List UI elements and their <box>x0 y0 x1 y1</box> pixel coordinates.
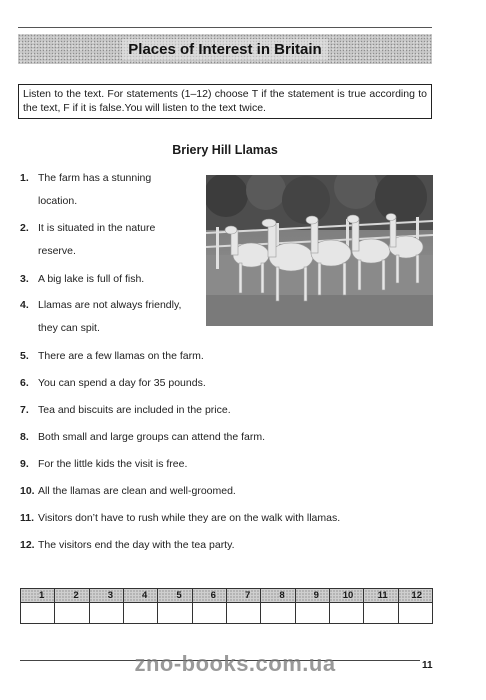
statement-text: You can spend a day for 35 pounds. <box>38 377 206 389</box>
statement-text-continued: they can spit. <box>38 322 100 334</box>
answer-cell[interactable] <box>364 603 398 624</box>
statement-number: 8. <box>20 431 29 443</box>
statement-text: Tea and biscuits are included in the price. <box>38 404 231 416</box>
statement-7 <box>20 403 231 417</box>
answer-cell[interactable] <box>398 603 432 624</box>
answer-grid-header-row <box>21 589 433 603</box>
statement-5 <box>20 349 204 363</box>
statement-number: 4. <box>20 299 29 311</box>
statement-text-continued: location. <box>38 195 78 207</box>
statement-1 <box>20 171 151 208</box>
statement-number: 7. <box>20 404 29 416</box>
statement-text: Both small and large groups can attend the farm. <box>38 431 266 443</box>
answer-grid-header-cell: 2 <box>55 589 89 603</box>
statement-6 <box>20 376 206 390</box>
statement-number: 9. <box>20 458 29 470</box>
statement-text-continued: reserve. <box>38 245 76 257</box>
statement-2 <box>20 221 155 258</box>
answer-grid-header-cell: 5 <box>158 589 192 603</box>
statement-number: 10. <box>20 485 35 497</box>
answer-grid-header-cell: 11 <box>364 589 398 603</box>
answer-grid-header-cell: 7 <box>226 589 260 603</box>
answer-grid-header-cell: 12 <box>398 589 432 603</box>
page-title: Places of Interest in Britain <box>122 39 327 60</box>
llamas-photo <box>206 175 433 326</box>
statement-text: A big lake is full of fish. <box>38 273 145 285</box>
statement-number: 3. <box>20 273 29 285</box>
answer-cell[interactable] <box>55 603 89 624</box>
answer-grid-header-cell: 1 <box>21 589 55 603</box>
statement-text: There are a few llamas on the farm. <box>38 350 204 362</box>
statement-9 <box>20 457 187 471</box>
statement-3 <box>20 272 144 286</box>
statement-number: 6. <box>20 377 29 389</box>
statement-number: 5. <box>20 350 29 362</box>
answer-grid-answer-row <box>21 603 433 624</box>
statement-text: It is situated in the nature <box>38 222 156 234</box>
llamas-photo-illustration <box>206 175 433 326</box>
statement-number: 11. <box>20 512 35 524</box>
page-number: 11 <box>422 660 433 671</box>
statement-11 <box>20 511 340 525</box>
answer-grid-header-cell: 8 <box>261 589 295 603</box>
statement-text: Visitors don’t have to rush while they are on the walk with llamas. <box>38 512 341 524</box>
answer-cell[interactable] <box>261 603 295 624</box>
statement-text: Llamas are not always friendly, <box>38 299 182 311</box>
statement-number: 2. <box>20 222 29 234</box>
statement-text: For the little kids the visit is free. <box>38 458 188 470</box>
statement-12 <box>20 538 235 552</box>
statement-8 <box>20 430 265 444</box>
answer-grid-header-cell: 6 <box>192 589 226 603</box>
statement-text: All the llamas are clean and well-groomed. <box>38 485 236 497</box>
answer-grid-header-cell: 10 <box>329 589 363 603</box>
answer-cell[interactable] <box>226 603 260 624</box>
statement-4 <box>20 298 181 335</box>
title-banner <box>18 34 432 64</box>
statement-10 <box>20 484 236 498</box>
watermark: zno-books.com.ua <box>134 651 336 676</box>
top-rule <box>18 27 432 28</box>
statement-number: 12. <box>20 539 35 551</box>
statement-number: 1. <box>20 172 29 184</box>
answer-grid-header-cell: 3 <box>89 589 123 603</box>
answer-cell[interactable] <box>329 603 363 624</box>
statement-text: The farm has a stunning <box>38 172 152 184</box>
answer-cell[interactable] <box>295 603 329 624</box>
answer-cell[interactable] <box>89 603 123 624</box>
answer-grid <box>20 588 433 624</box>
answer-cell[interactable] <box>192 603 226 624</box>
answer-grid-header-cell: 4 <box>123 589 157 603</box>
statement-text: The visitors end the day with the tea party. <box>38 539 235 551</box>
instructions-box: Listen to the text. For statements (1–12) choose T if the statement is true according to the text, F if it is false.You will listen to the text twice. <box>18 84 432 119</box>
answer-cell[interactable] <box>21 603 55 624</box>
answer-cell[interactable] <box>123 603 157 624</box>
answer-cell[interactable] <box>158 603 192 624</box>
answer-grid-header-cell: 9 <box>295 589 329 603</box>
section-subtitle: Briery Hill Llamas <box>172 143 278 157</box>
